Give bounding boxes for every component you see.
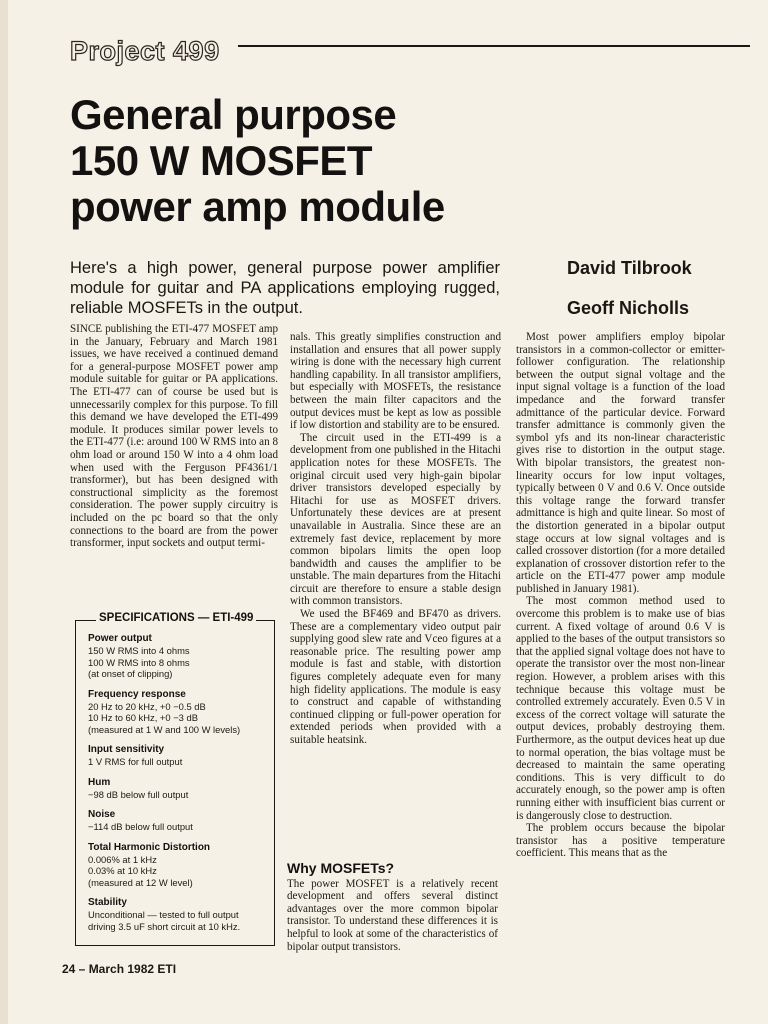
spec-heading: Stability <box>88 897 127 908</box>
spec-line: 1 V RMS for full output <box>88 756 183 767</box>
author-2: Geoff Nicholls <box>567 298 690 318</box>
paragraph: The power MOSFET is a relatively recent development and offers several distinct advantages over the more common bipolar transistor. To understand these differences it is helpful to look at some of the characteristics of bipolar output transistors. <box>287 877 498 953</box>
spec-heading: Frequency response <box>88 688 186 700</box>
page-edge <box>0 0 8 1024</box>
spec-line: 0.006% at 1 kHz <box>88 853 157 865</box>
spec-heading: Hum <box>88 776 111 788</box>
spec-line: (measured at 12 W level) <box>88 876 193 888</box>
spec-group-power-output <box>88 633 274 680</box>
author-1: David Tilbrook <box>567 258 692 278</box>
headline <box>70 92 445 230</box>
series-rule <box>238 45 750 47</box>
spec-line: 0.03% at 10 kHz <box>88 865 157 876</box>
spec-group-input-sensitivity <box>88 744 274 768</box>
paragraph: We used the BF469 and BF470 as drivers. These are a complementary video output pair supplying good slew rate and Vceo figures at a reasonable price. The resulting power amp module is fast and stable, with distortion figures completely adequate even for many high fidelity applications. The module is easy to construct and capable of withstanding continued clipping or full-power operation for extended periods when provided with a suitable heatsink. <box>290 608 501 746</box>
page-folio: 24 – March 1982 ETI <box>62 962 177 976</box>
spec-group-noise <box>88 809 274 833</box>
spec-line: Unconditional — tested to full output <box>88 909 239 920</box>
specifications-box <box>75 612 275 946</box>
spec-group-thd <box>88 842 274 889</box>
standfirst: Here's a high power, general purpose power amplifier module for guitar and PA applications employing rugged, reliable MOSFETs in the output. <box>70 259 500 317</box>
headline-line-1: General purpose <box>70 91 397 138</box>
headline-line-3: power amp module <box>70 183 445 230</box>
body-column-2 <box>290 331 501 747</box>
body-column-3 <box>516 331 725 860</box>
spec-group-hum <box>88 777 274 801</box>
spec-line: 150 W RMS into 4 ohms <box>88 645 190 656</box>
paragraph: The circuit used in the ETI-499 is a development from one published in the Hitachi application notes for these MOSFETs. The original circuit used very high-gain bipolar driver transistors developed especially by Hitachi for use as MOSFET drivers. Unfortunately these devices are at present unavailable in Australia. Since these are an extremely fast device, replacement by more common bipolars limits the open loop bandwidth and causes the amplifier to be unstable. The main departures from the Hitachi circuit are therefore to ensure a stable design with common transistors. <box>290 431 501 608</box>
spec-line: −98 dB below full output <box>88 788 189 800</box>
headline-line-2: 150 W MOSFET <box>70 137 373 184</box>
spec-heading: Power output <box>88 633 152 644</box>
spec-line: 20 Hz to 20 kHz, +0 −0.5 dB <box>88 700 206 712</box>
paragraph: The most common method used to overcome this problem is to make use of bias current. A fixed voltage of around 0.6 V is applied to the bases of the output transistors so that the applied signal voltage does not have to operate the transistor over the most non-linear region. However, a problem arises with this technique because this voltage must be controlled extremely accurately. Even 0.5 V in excess of the correct voltage will saturate the output devices, probably destroying them. Furthermore, as the output devices heat up due to normal operation, the bias voltage must be decreased to maintain the same operating conditions. This is very difficult to do accurately enough, so the power amp is often running either with insufficient bias current or is dangerously close to destruction. <box>516 595 725 822</box>
spec-group-stability <box>88 897 274 932</box>
spec-group-frequency-response <box>88 689 274 736</box>
body-column-1 <box>70 323 278 550</box>
paragraph: nals. This greatly simplifies construction and installation and ensures that all power supply wiring is done with the necessary high current handling capability. In all transistor amplifiers, but especially with MOSFETs, the resistance between the main filter capacitors and the output devices must be kept as low as possible if low distortion and stability are to be ensured. <box>290 331 501 432</box>
section-heading: Why MOSFETs? <box>287 860 395 876</box>
spec-line: −114 dB below full output <box>88 821 193 832</box>
spec-heading: Total Harmonic Distortion <box>88 841 211 853</box>
paragraph: SINCE publishing the ETI-477 MOSFET amp in the January, February and March 1981 issues, we have received a continued demand for a general-purpose MOSFET power amp module suitable for guitar or PA applications. The ETI-477 can of course be used but is unnecessarily complex for this purpose. To fill this demand we have developed the ETI-499 module. It produces similar power levels to the ETI-477 (i.e: around 100 W RMS into an 8 ohm load or around 150 W into a 4 ohm load when used with the Ferguson PF4361/1 transformer), but has been designed with constructional simplicity as the foremost consideration. The power supply circuitry is included on the pc board so that the only connections to the board are from the power transformer, input sockets and output termi- <box>70 323 278 550</box>
paragraph: The problem occurs because the bipolar transistor has a positive temperature coefficient. This means that as the <box>516 822 725 860</box>
spec-line: 100 W RMS into 8 ohms <box>88 656 190 668</box>
spec-line: (measured at 1 W and 100 W levels) <box>88 723 241 735</box>
spec-heading: Input sensitivity <box>88 744 165 755</box>
spec-line: driving 3.5 uF short circuit at 10 kHz. <box>88 920 241 932</box>
spec-line: (at onset of clipping) <box>88 668 173 679</box>
specifications-title: SPECIFICATIONS — ETI-499 <box>96 612 256 624</box>
spec-line: 10 Hz to 60 kHz, +0 −3 dB <box>88 712 198 723</box>
spec-heading: Noise <box>88 809 116 820</box>
paragraph: Most power amplifiers employ bipolar transistors in a common-collector or emitter-follower configuration. The relationship between the output signal voltage and the input signal voltage is a function of the load impedance and the forward transfer admittance of the particular device. Forward transfer admittance is commonly given the symbol yfs and its non-linear characteristic gives rise to distortion in the output stage. With bipolar transistors, the greatest non-linearity occurs for low input voltages, typically between 0 V and 0.6 V. Once outside this voltage range the forward transfer admittance is high and quite linear. So most of the distortion generated in a bipolar output stage occurs at low signal voltages and is called crossover distortion (for a more detailed explanation of crossover distortion refer to the article on the ETI-477 power amp module published in January 1981). <box>516 331 725 595</box>
why-mosfets-section <box>287 862 498 953</box>
series-title: Project 499 <box>70 36 220 66</box>
